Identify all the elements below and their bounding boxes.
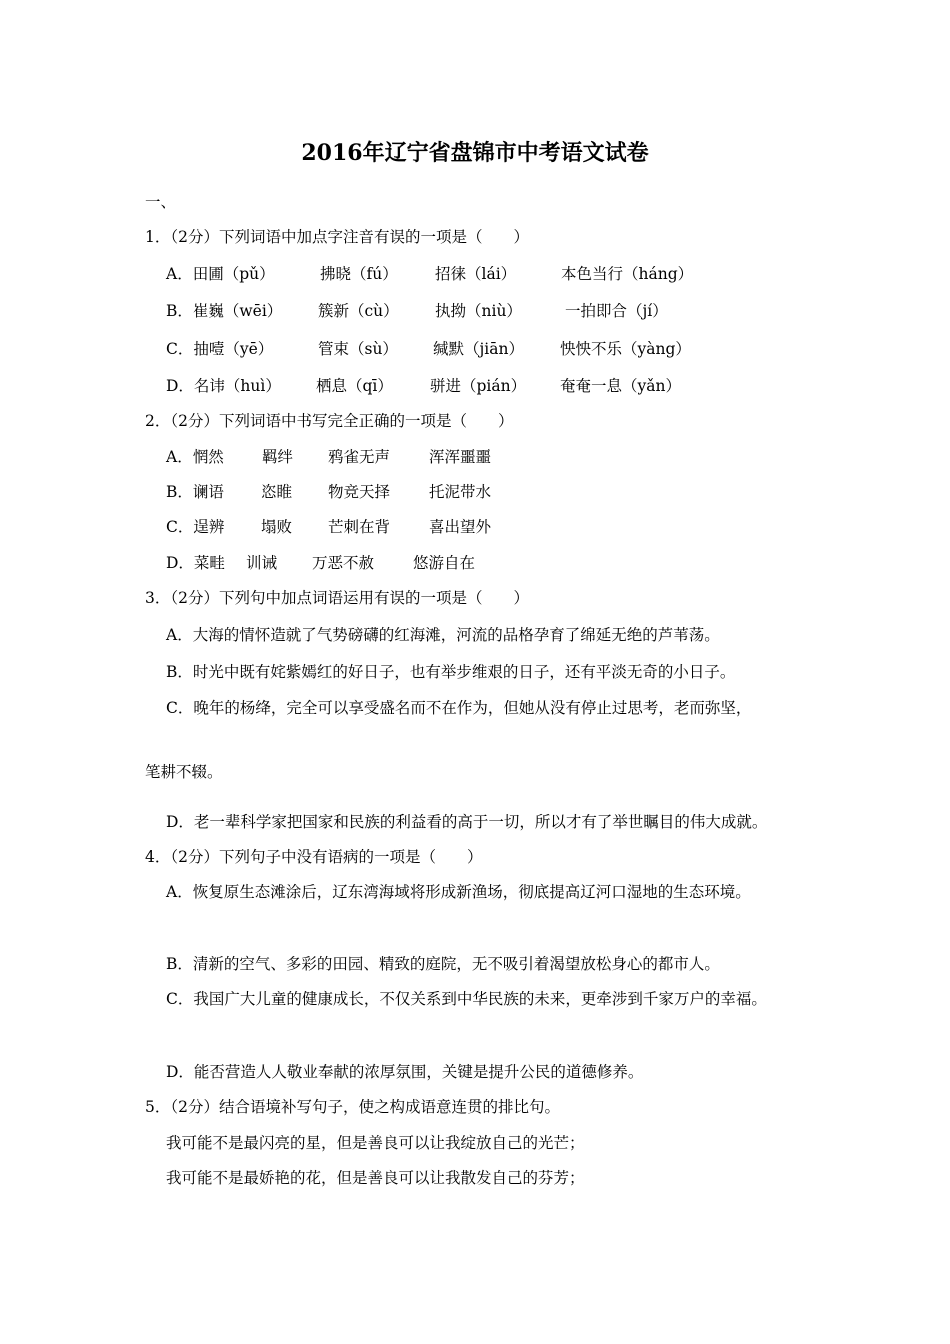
option-word: C．抽噎（yē） xyxy=(166,340,274,358)
question-3-option-b: B．时光中既有姹紫嫣红的好日子，也有举步维艰的日子，还有平淡无奇的小日子。 xyxy=(166,663,736,681)
page-title: 2016年辽宁省盘锦市中考语文试卷 xyxy=(301,140,649,166)
question-5-line-2: 我可能不是最娇艳的花，但是善良可以让我散发自己的芬芳； xyxy=(166,1169,585,1187)
option-word: 招徕（lái） xyxy=(435,265,517,283)
option-word: 拂晓（fú） xyxy=(320,265,398,283)
option-word: 奄奄一息（yǎn） xyxy=(560,377,681,395)
question-4-option-b: B．清新的空气、多彩的田园、精致的庭院，无不吸引着渴望放松身心的都市人。 xyxy=(166,955,720,973)
option-word: 骈进（pián） xyxy=(430,377,527,395)
option-word: 栖息（qī） xyxy=(316,377,393,395)
option-word: 芒刺在背 xyxy=(328,518,391,536)
option-word: A．田圃（pǔ） xyxy=(166,265,275,283)
section-heading: 一、 xyxy=(145,193,177,211)
option-word: 喜出望外 xyxy=(429,518,492,536)
question-4-stem: 4．（2分）下列句子中没有语病的一项是（ ） xyxy=(145,848,483,866)
option-word: 恣睢 xyxy=(261,483,293,501)
option-word: 训诫 xyxy=(246,554,278,572)
question-1-stem: 1．（2分）下列词语中加点字注音有误的一项是（ ） xyxy=(145,228,529,246)
question-5-line-1: 我可能不是最闪亮的星，但是善良可以让我绽放自己的光芒； xyxy=(166,1134,585,1152)
question-3-option-a: A．大海的情怀造就了气势磅礴的红海滩，河流的品格孕育了绵延无绝的芦苇荡。 xyxy=(166,626,720,644)
option-word: 托泥带水 xyxy=(429,483,492,501)
option-word: 怏怏不乐（yàng） xyxy=(560,340,691,358)
option-word: 塌败 xyxy=(261,518,293,536)
question-2-stem: 2．（2分）下列词语中书写完全正确的一项是（ ） xyxy=(145,412,514,430)
question-5-stem: 5．（2分）结合语境补写句子，使之构成语意连贯的排比句。 xyxy=(145,1098,560,1116)
option-word: D．名讳（huì） xyxy=(166,377,281,395)
option-word: 缄默（jiān） xyxy=(433,340,524,358)
option-word: C．逞辨 xyxy=(166,518,225,536)
option-word: A．惘然 xyxy=(166,448,224,466)
question-3-option-c-continued: 笔耕不辍。 xyxy=(145,763,223,781)
option-word: 万恶不赦 xyxy=(312,554,375,572)
question-4-option-a: A．恢复原生态滩涂后，辽东湾海域将形成新渔场，彻底提高辽河口湿地的生态环境。 xyxy=(166,883,751,901)
option-word: 一拍即合（jí） xyxy=(565,302,668,320)
option-word: B．崔巍（wēi） xyxy=(166,302,283,320)
question-4-option-c: C．我国广大儿童的健康成长，不仅关系到中华民族的未来，更牵涉到千家万户的幸福。 xyxy=(166,990,767,1008)
option-word: 执拗（niù） xyxy=(435,302,522,320)
option-word: 管束（sù） xyxy=(318,340,398,358)
question-3-stem: 3．（2分）下列句中加点词语运用有误的一项是（ ） xyxy=(145,589,529,607)
question-3-option-c: C．晚年的杨绛，完全可以享受盛名而不在作为，但她从没有停止过思考，老而弥坚， xyxy=(166,699,752,717)
option-word: 物竞天择 xyxy=(328,483,391,501)
option-word: 鸦雀无声 xyxy=(328,448,391,466)
option-word: D．菜畦 xyxy=(166,554,225,572)
option-word: 浑浑噩噩 xyxy=(429,448,492,466)
question-3-option-d: D．老一辈科学家把国家和民族的利益看的高于一切，所以才有了举世瞩目的伟大成就。 xyxy=(166,813,768,831)
option-word: 悠游自在 xyxy=(413,554,476,572)
option-word: 本色当行（háng） xyxy=(561,265,694,283)
option-word: 簇新（cù） xyxy=(318,302,399,320)
option-word: 羁绊 xyxy=(262,448,294,466)
option-word: B．谰语 xyxy=(166,483,224,501)
question-4-option-d: D．能否营造人人敬业奉献的浓厚氛围，关键是提升公民的道德修养。 xyxy=(166,1063,644,1081)
